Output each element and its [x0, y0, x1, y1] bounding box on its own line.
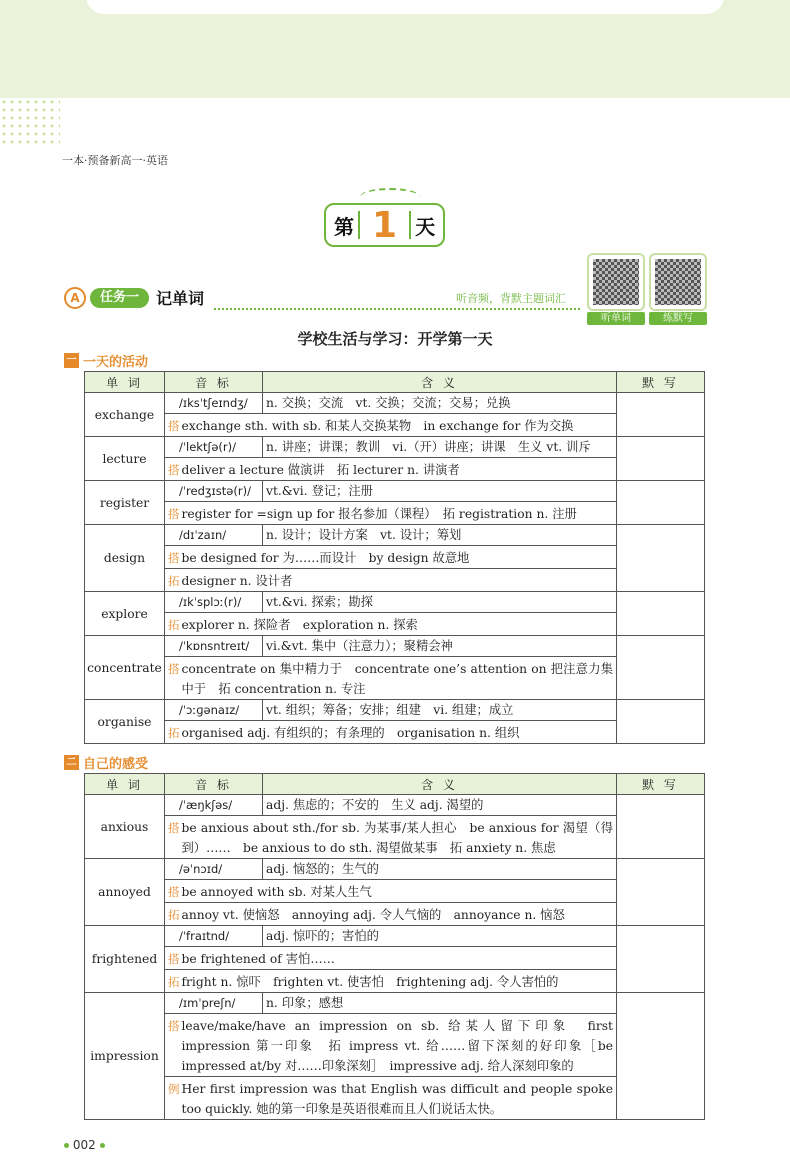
tag-label: 搭: [168, 1019, 180, 1033]
collocation-line: [165, 546, 616, 569]
collocation-text: annoy vt. 使恼怒 annoying adj. 令人气恼的 annoyance n. 恼怒: [181, 908, 565, 922]
detail-cell: [165, 636, 617, 700]
collocation-text: concentrate on 集中精力于 concentrate one’s attention on 把注意力集中于 拓 concentration n. 专注: [181, 662, 613, 696]
phonetic: /ˈlektʃə(r)/: [165, 437, 263, 457]
meaning: vt.&vi. 探索；勘探: [266, 595, 373, 609]
top-card: [86, 0, 724, 14]
table-row: [85, 859, 705, 926]
collocation-line: [165, 1014, 616, 1077]
day-suffix: 天: [415, 214, 436, 239]
meaning: vt.&vi. 登记；注册: [266, 484, 373, 498]
section-heading: [64, 351, 148, 370]
meaning: vi.&vt. 集中（注意力）；聚精会神: [266, 639, 453, 653]
tag-label: 拓: [168, 618, 180, 632]
qr-label: 听单词: [587, 312, 645, 325]
section-number: 一: [64, 353, 79, 368]
word-cell: exchange: [85, 393, 165, 437]
word-cell: impression: [85, 993, 165, 1120]
detail-cell: [165, 592, 617, 636]
collocation-text: explorer n. 探险者 exploration n. 探索: [181, 618, 418, 632]
collocation-text: Her first impression was that English was difficult and people spoke too quickly. 她的第一印象是英语很难而且人们说话太快。: [181, 1082, 613, 1116]
collocation-text: organised adj. 有组织的；有条理的 organisation n. 组织: [181, 726, 520, 740]
dictation-cell[interactable]: [617, 636, 705, 700]
phonetic-meaning-line: [165, 437, 616, 458]
collocation-line: [165, 569, 616, 591]
word-cell: annoyed: [85, 859, 165, 926]
header-phonetic: 音 标: [165, 774, 263, 795]
collocation-text: exchange sth. with sb. 和某人交换某物 in exchange for 作为交换: [181, 419, 574, 433]
collocation-line: [165, 458, 616, 480]
tag-label: 拓: [168, 726, 180, 740]
top-banner: [0, 0, 790, 98]
tag-label: 搭: [168, 821, 180, 835]
vocab-table: [84, 773, 705, 1120]
word-cell: frightened: [85, 926, 165, 993]
dictation-cell[interactable]: [617, 859, 705, 926]
meaning: adj. 恼怒的；生气的: [266, 862, 379, 876]
meaning: n. 印象；感想: [266, 996, 344, 1010]
dictation-cell[interactable]: [617, 993, 705, 1120]
collocation-line: [165, 970, 616, 992]
phonetic: /ɪksˈtʃeɪndʒ/: [165, 393, 263, 413]
dictation-cell[interactable]: [617, 926, 705, 993]
phonetic-meaning-line: [165, 525, 616, 546]
meaning: n. 交换；交流 vt. 交换；交流；交易；兑换: [266, 396, 511, 410]
collocation-text: be annoyed with sb. 对某人生气: [181, 885, 372, 899]
phonetic: /ˈfraɪtnd/: [165, 926, 263, 946]
page-number: 002: [64, 1138, 105, 1152]
tag-label: 搭: [168, 463, 180, 477]
header-phonetic: 音 标: [165, 372, 263, 393]
phonetic-meaning-line: [165, 592, 616, 613]
collocation-line: [165, 880, 616, 903]
phonetic: /ˈæŋkʃəs/: [165, 795, 263, 815]
header-dictation: 默 写: [617, 774, 705, 795]
collocation-line: [165, 613, 616, 635]
detail-cell: [165, 437, 617, 481]
collocation-text: leave/make/have an impression on sb. 给某人留下印象 first impression 第一印象 拓 impress vt. 给……留下深刻的好印象［be impressed at/by 对……印象深刻］ impressive adj. 给人深刻印象的: [181, 1019, 613, 1073]
collocation-line: [165, 657, 616, 699]
phonetic-meaning-line: [165, 636, 616, 657]
phonetic-meaning-line: [165, 993, 616, 1014]
meaning: n. 讲座；讲课；教训 vi.（开）讲座；讲课 生义 vt. 训斥: [266, 440, 591, 454]
table-row: [85, 636, 705, 700]
tag-label: 搭: [168, 551, 180, 565]
detail-cell: [165, 993, 617, 1120]
phonetic-meaning-line: [165, 795, 616, 816]
dictation-cell[interactable]: [617, 481, 705, 525]
task-header: [64, 285, 580, 311]
detail-cell: [165, 795, 617, 859]
collocation-line: [165, 903, 616, 925]
meaning: adj. 惊吓的；害怕的: [266, 929, 379, 943]
phonetic-meaning-line: [165, 481, 616, 502]
collocation-text: register for =sign up for 报名参加（课程） 拓 registration n. 注册: [181, 507, 577, 521]
collocation-line: [165, 816, 616, 858]
phonetic: /ˈkɒnsntreɪt/: [165, 636, 263, 656]
tag-label: 搭: [168, 419, 180, 433]
section-number: 二: [64, 755, 79, 770]
table-row: [85, 795, 705, 859]
day-prefix: 第: [334, 214, 354, 239]
table-row: [85, 926, 705, 993]
phonetic-meaning-line: [165, 393, 616, 414]
collocation-text: be designed for 为……而设计 by design 故意地: [181, 551, 470, 565]
header-word: 单 词: [85, 372, 165, 393]
word-cell: concentrate: [85, 636, 165, 700]
day-number: 1: [372, 204, 398, 246]
phonetic-meaning-line: [165, 700, 616, 721]
collocation-line: [165, 947, 616, 970]
tag-label: 例: [168, 1082, 180, 1096]
detail-cell: [165, 393, 617, 437]
vocab-table: [84, 371, 705, 744]
table-row: [85, 525, 705, 592]
task-letter-icon: A: [64, 287, 86, 309]
collocation-line: [165, 502, 616, 524]
section-title: 自己的感受: [83, 757, 149, 772]
dictation-cell[interactable]: [617, 592, 705, 636]
table-row: [85, 393, 705, 437]
word-cell: register: [85, 481, 165, 525]
page-title: 学校生活与学习：开学第一天: [297, 330, 493, 348]
book-series-label: 一本·预备新高一·英语: [62, 154, 168, 167]
qr-label: 练默写: [649, 312, 707, 325]
phonetic: /ɪkˈsplɔː(r)/: [165, 592, 263, 612]
header-phonetic-meaning: 含 义: [263, 774, 617, 795]
section-heading: [64, 753, 148, 772]
tag-label: 搭: [168, 885, 180, 899]
header-dictation: 默 写: [617, 372, 705, 393]
header-phonetic-meaning: 含 义: [263, 372, 617, 393]
decorative-dots: [0, 98, 60, 148]
phonetic: /əˈnɔɪd/: [165, 859, 263, 879]
detail-cell: [165, 525, 617, 592]
meaning: adj. 焦虑的；不安的 生义 adj. 渴望的: [266, 798, 484, 812]
dictation-cell[interactable]: [617, 525, 705, 592]
word-cell: design: [85, 525, 165, 592]
tag-label: 搭: [168, 952, 180, 966]
detail-cell: [165, 700, 617, 744]
table-row: [85, 993, 705, 1120]
table-row: [85, 592, 705, 636]
detail-cell: [165, 926, 617, 993]
collocation-text: deliver a lecture 做演讲 拓 lecturer n. 讲演者: [181, 463, 460, 477]
dictation-cell[interactable]: [617, 437, 705, 481]
detail-cell: [165, 859, 617, 926]
phonetic-meaning-line: [165, 926, 616, 947]
tag-label: 拓: [168, 574, 180, 588]
collocation-text: designer n. 设计者: [181, 574, 293, 588]
table-row: [85, 481, 705, 525]
meaning: n. 设计；设计方案 vt. 设计；筹划: [266, 528, 462, 542]
qr-practice-dictation[interactable]: [649, 253, 707, 325]
word-cell: organise: [85, 700, 165, 744]
phonetic: /ɪmˈpreʃn/: [165, 993, 263, 1013]
task-title: 记单词: [156, 289, 205, 308]
collocation-text: be anxious about sth./for sb. 为某事/某人担心 be anxious for 渴望（得到）…… be anxious to do sth. 渴望做某事 拓 anxiety n. 焦虑: [181, 821, 613, 855]
collocation-line: [165, 1077, 616, 1119]
table-row: [85, 700, 705, 744]
tag-label: 拓: [168, 975, 180, 989]
word-cell: lecture: [85, 437, 165, 481]
section-title: 一天的活动: [83, 355, 149, 370]
detail-cell: [165, 481, 617, 525]
word-cell: explore: [85, 592, 165, 636]
collocation-text: fright n. 惊吓 frighten vt. 使害怕 frightening adj. 令人害怕的: [181, 975, 559, 989]
qr-code-icon: [655, 259, 701, 305]
collocation-line: [165, 721, 616, 743]
phonetic: /ˈɔːɡənaɪz/: [165, 700, 263, 720]
dictation-cell[interactable]: [617, 393, 705, 437]
collocation-line: [165, 414, 616, 436]
qr-code-icon: [593, 259, 639, 305]
word-cell: anxious: [85, 795, 165, 859]
task-hint: 听音频，背默主题词汇: [456, 292, 566, 305]
collocation-text: be frightened of 害怕……: [181, 952, 335, 966]
tag-label: 搭: [168, 507, 180, 521]
header-word: 单 词: [85, 774, 165, 795]
table-row: [85, 437, 705, 481]
task-label: 任务一: [90, 288, 149, 308]
meaning: vt. 组织；筹备；安排；组建 vi. 组建；成立: [266, 703, 514, 717]
phonetic: /ˈredʒɪstə(r)/: [165, 481, 263, 501]
dictation-cell[interactable]: [617, 795, 705, 859]
dictation-cell[interactable]: [617, 700, 705, 744]
qr-listen-words[interactable]: [587, 253, 645, 325]
day-badge: [324, 203, 445, 247]
phonetic-meaning-line: [165, 859, 616, 880]
tag-label: 拓: [168, 908, 180, 922]
tag-label: 搭: [168, 662, 180, 676]
phonetic: /dɪˈzaɪn/: [165, 525, 263, 545]
